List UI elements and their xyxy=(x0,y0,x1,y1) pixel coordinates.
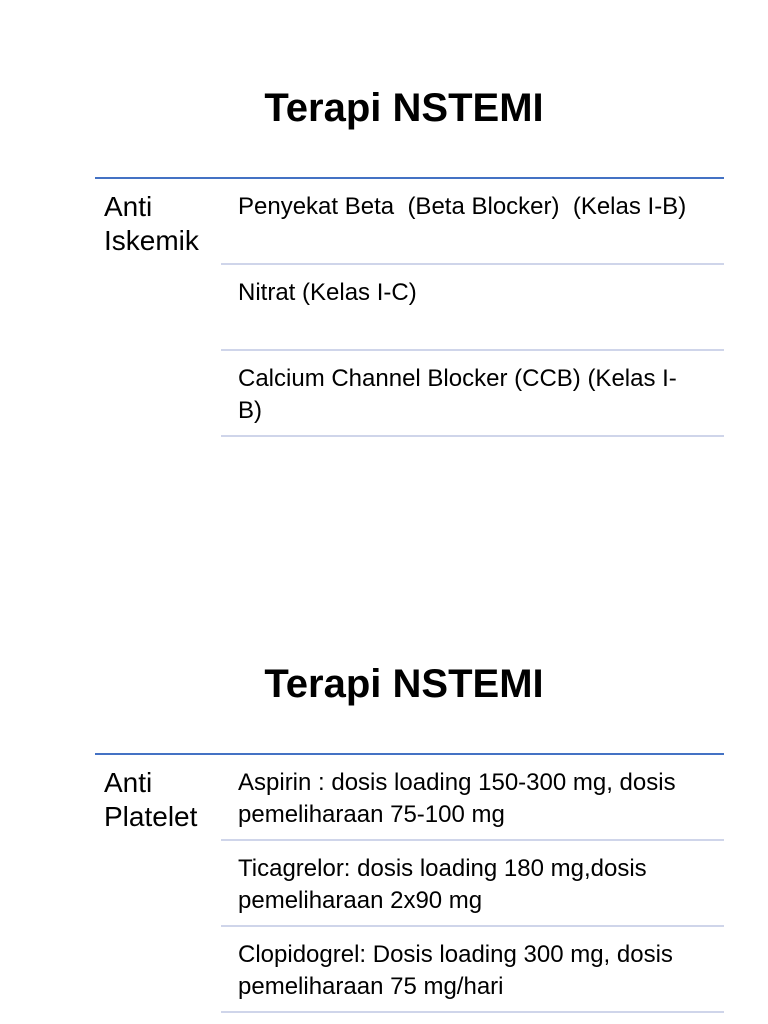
table-row xyxy=(221,755,724,841)
table-row xyxy=(221,265,724,351)
slide-title: Terapi NSTEMI xyxy=(264,86,544,130)
row-text: Nitrat (Kelas I-C) xyxy=(238,279,417,306)
row-text: Calcium Channel Blocker (CCB) (Kelas I- B) xyxy=(238,365,677,424)
slide-title: Terapi NSTEMI xyxy=(264,662,544,706)
table-rows xyxy=(221,755,724,1013)
row-text: Clopidogrel: Dosis loading 300 mg, dosis pemeliharaan 75 mg/hari xyxy=(238,941,673,1000)
slide-anti-platelet xyxy=(0,576,768,1024)
row-text: Penyekat Beta (Beta Blocker) (Kelas I-B) xyxy=(238,193,687,220)
table-row xyxy=(221,841,724,927)
table-category: Anti Iskemik xyxy=(104,191,199,256)
table-row xyxy=(221,351,724,437)
table-row xyxy=(221,179,724,265)
row-text: Ticagrelor: dosis loading 180 mg,dosis pemeliharaan 2x90 mg xyxy=(238,855,647,914)
row-text: Aspirin : dosis loading 150-300 mg, dosis pemeliharaan 75-100 mg xyxy=(238,769,676,828)
table-rows xyxy=(221,179,724,437)
table-category: Anti Platelet xyxy=(104,767,198,832)
table-row xyxy=(221,927,724,1013)
